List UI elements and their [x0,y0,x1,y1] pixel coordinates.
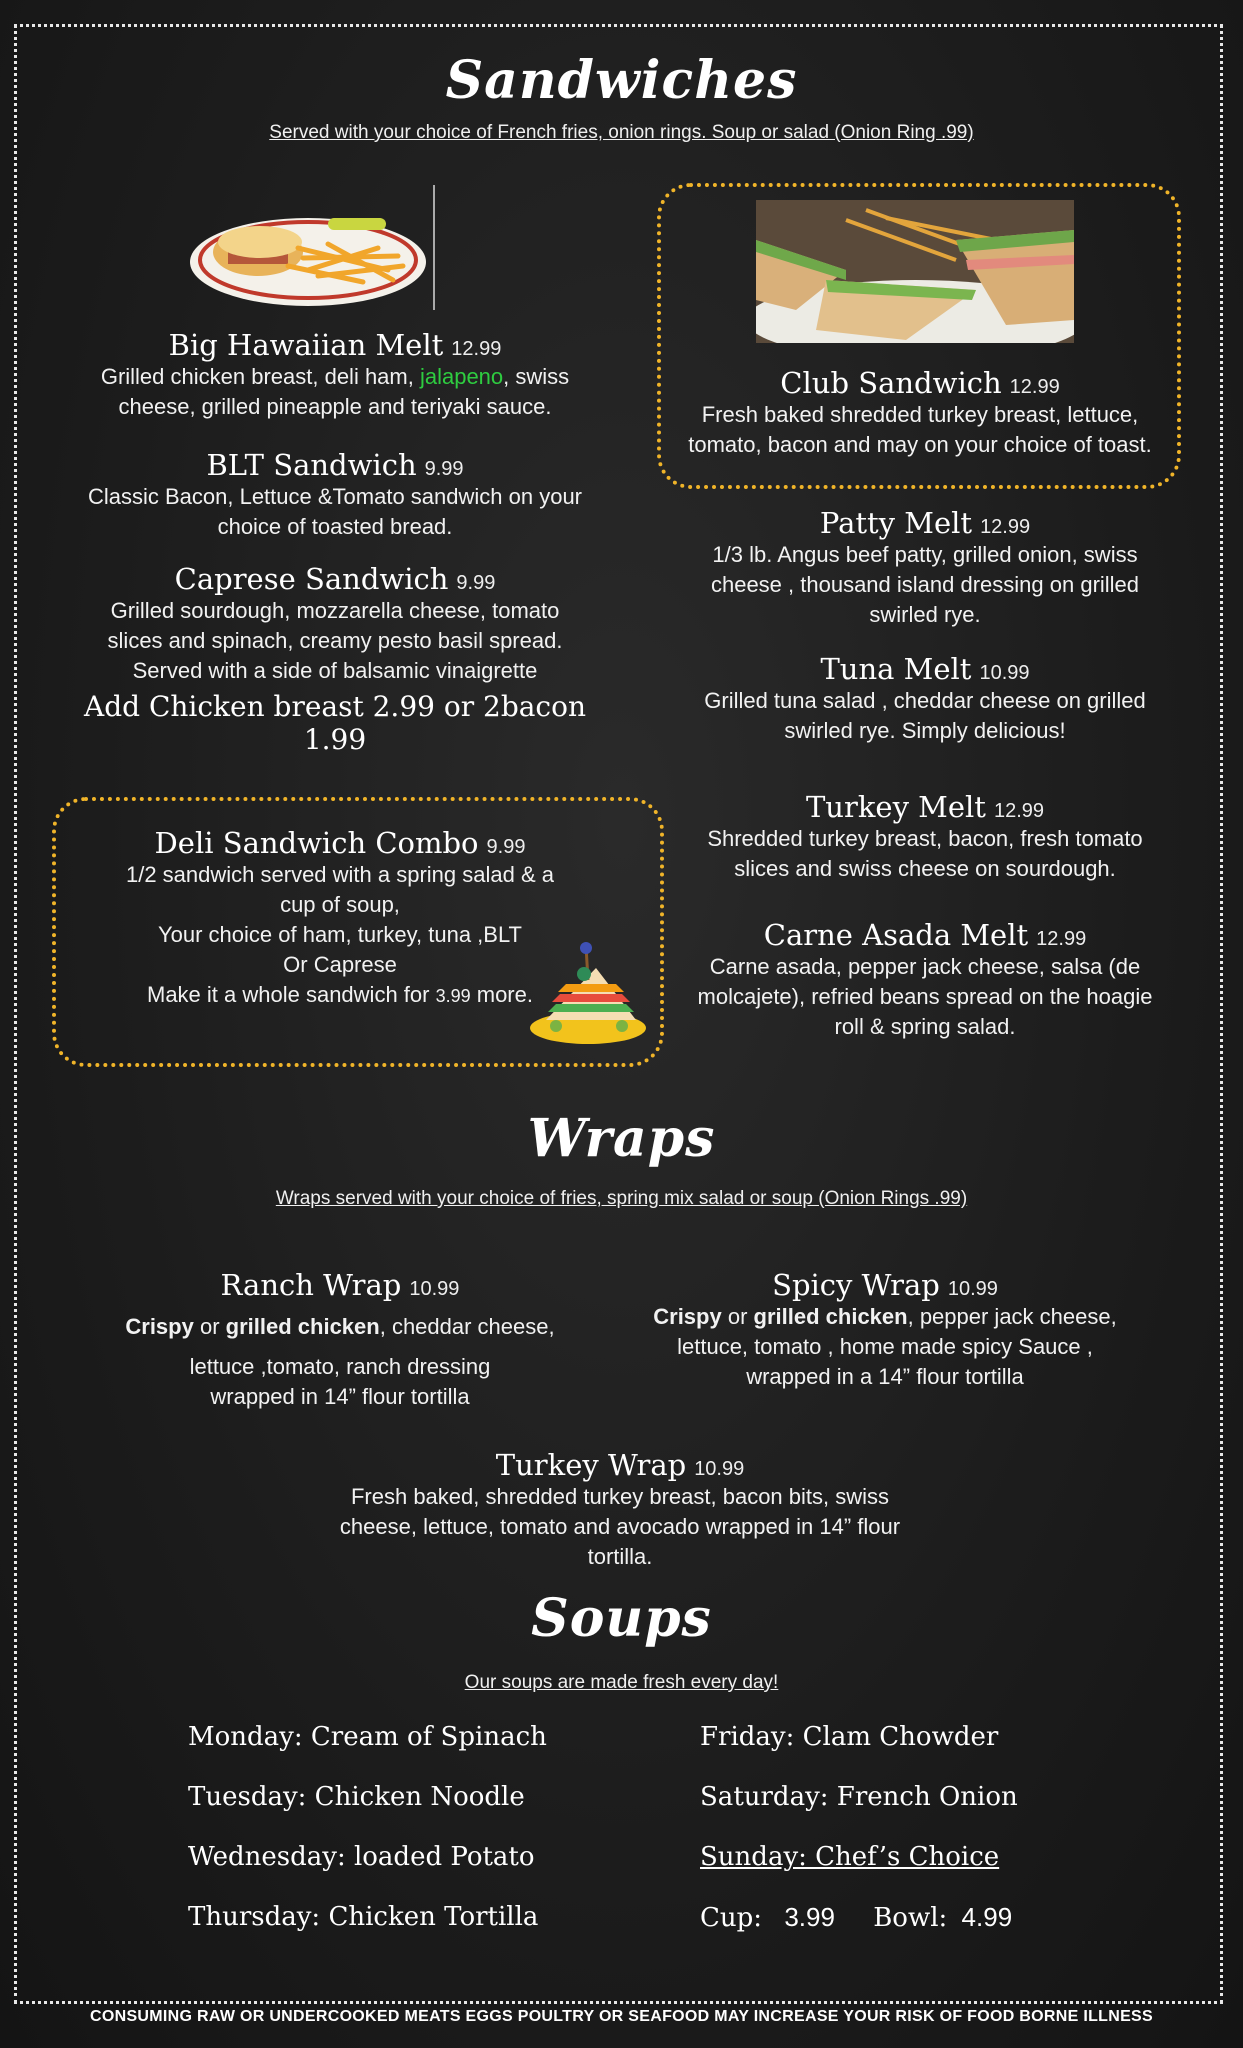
item-name: Deli Sandwich Combo [154,826,479,860]
item-deli-sandwich-combo [80,826,600,1011]
item-name: Club Sandwich [780,366,1002,400]
item-description: Grilled tuna salad , cheddar cheese on grilled swirled rye. Simply delicious! [704,688,1146,743]
item-price: 10.99 [694,1458,745,1480]
wraps-title: Wraps [527,1108,716,1169]
item-description: 1/3 lb. Angus beef patty, grilled onion, swiss cheese , thousand island dressing on grilled swirled rye. [710,542,1140,627]
melt-plate-image [188,200,428,310]
soup-tuesday: Tuesday: Chicken Noodle [188,1782,525,1812]
divider [433,185,435,310]
deli-line-3: Your choice of ham, turkey, tuna ,BLT [157,922,522,947]
jalapeno-highlight: jalapeno [419,364,504,389]
deli-line-4: Or Caprese [283,952,397,977]
sandwiches-subtitle: Served with your choice of French fries, onion rings. Soup or salad (Onion Ring .99) [269,122,974,143]
soup-monday: Monday: Cream of Spinach [188,1722,547,1752]
item-price: 9.99 [456,572,496,594]
soup-prices [700,1902,1012,1933]
item-name: Turkey Melt [805,790,986,824]
item-price: 12.99 [1036,928,1087,950]
bowl-price: 4.99 [961,1902,1013,1932]
item-patty-melt [690,506,1160,630]
bowl-label: Bowl: [873,1903,948,1933]
item-big-hawaiian-melt [70,328,600,422]
item-name: Spicy Wrap [772,1268,940,1302]
item-price: 12.99 [1009,376,1060,398]
soups-title: Soups [531,1588,712,1649]
soup-sunday: Sunday: Chef’s Choice [700,1842,1000,1872]
item-description-2: lettuce ,tomato, ranch dressing wrapped in 14” flour tortilla [189,1354,491,1409]
sandwich-clipart-icon [526,940,648,1048]
item-price: 10.99 [947,1278,998,1300]
item-name: Ranch Wrap [220,1268,402,1302]
deli-line-2: cup of soup, [280,892,400,917]
club-sandwich-image [756,200,1074,343]
item-price: 12.99 [451,338,502,360]
item-name: Tuna Melt [820,652,972,686]
soup-thursday: Thursday: Chicken Tortilla [188,1902,539,1932]
item-price: 9.99 [424,458,464,480]
item-spicy-wrap [650,1268,1120,1392]
item-price: 10.99 [979,662,1030,684]
health-warning: CONSUMING RAW OR UNDERCOOKED MEATS EGGS POULTRY OR SEAFOOD MAY INCREASE YOUR RISK OF FOOD BORNE ILLNESS [90,2008,1153,2025]
item-name: Patty Melt [819,506,973,540]
soups-subtitle: Our soups are made fresh every day! [464,1672,779,1693]
item-description: Grilled chicken breast, deli ham, jalapeno, swiss cheese, grilled pineapple and teriyaki sauce. [100,364,570,419]
cup-price: 3.99 [784,1902,835,1932]
item-name: Big Hawaiian Melt [168,328,444,362]
item-description: Shredded turkey breast, bacon, fresh tomato slices and swiss cheese on sourdough. [707,826,1143,881]
item-turkey-wrap [300,1448,940,1572]
item-name: Turkey Wrap [495,1448,687,1482]
item-turkey-melt [680,790,1170,884]
item-carne-asada-melt [690,918,1160,1042]
item-club-sandwich [670,366,1170,460]
item-description: Crispy or grilled chicken, pepper jack cheese, lettuce, tomato , home made spicy Sauce , wrapped in a 14” flour tortilla [653,1304,1117,1389]
item-blt-sandwich [70,448,600,542]
item-description: Fresh baked, shredded turkey breast, bacon bits, swiss cheese, lettuce, tomato and avocado wrapped in 14” flour tortilla. [339,1484,901,1569]
cup-label: Cup: [700,1903,763,1933]
deli-line-1: 1/2 sandwich served with a spring salad & a [125,862,554,887]
item-description: Carne asada, pepper jack cheese, salsa (de molcajete), refried beans spread on the hoagie roll & spring salad. [697,954,1153,1039]
item-description: Grilled sourdough, mozzarella cheese, tomato slices and spinach, creamy pesto basil spread. Served with a side of balsamic vinaigrette [107,598,563,683]
deli-line-5: Make it a whole sandwich for 3.99 more. [147,982,533,1007]
item-ranch-wrap [80,1268,600,1412]
item-price: 10.99 [409,1278,460,1300]
item-tuna-melt [690,652,1160,746]
item-description: Crispy or grilled chicken, cheddar cheese, [125,1314,555,1339]
item-price: 12.99 [980,516,1031,538]
item-price: 12.99 [993,800,1045,822]
soup-friday: Friday: Clam Chowder [700,1722,999,1752]
caprese-addon: Add Chicken breast 2.99 or 2bacon 1.99 [83,690,587,756]
item-description: Fresh baked shredded turkey breast, lettuce, tomato, bacon and may on your choice of toast. [688,402,1152,457]
soup-saturday: Saturday: French Onion [700,1782,1018,1812]
wraps-subtitle: Wraps served with your choice of fries, spring mix salad or soup (Onion Rings .99) [275,1188,968,1209]
item-caprese-sandwich [70,562,600,756]
item-description: Classic Bacon, Lettuce &Tomato sandwich on your choice of toasted bread. [87,484,583,539]
sandwiches-title: Sandwiches [445,50,798,111]
item-name: Carne Asada Melt [763,918,1029,952]
item-name: BLT Sandwich [206,448,417,482]
item-price: 9.99 [486,836,526,858]
item-name: Caprese Sandwich [174,562,449,596]
soup-wednesday: Wednesday: loaded Potato [188,1842,535,1872]
